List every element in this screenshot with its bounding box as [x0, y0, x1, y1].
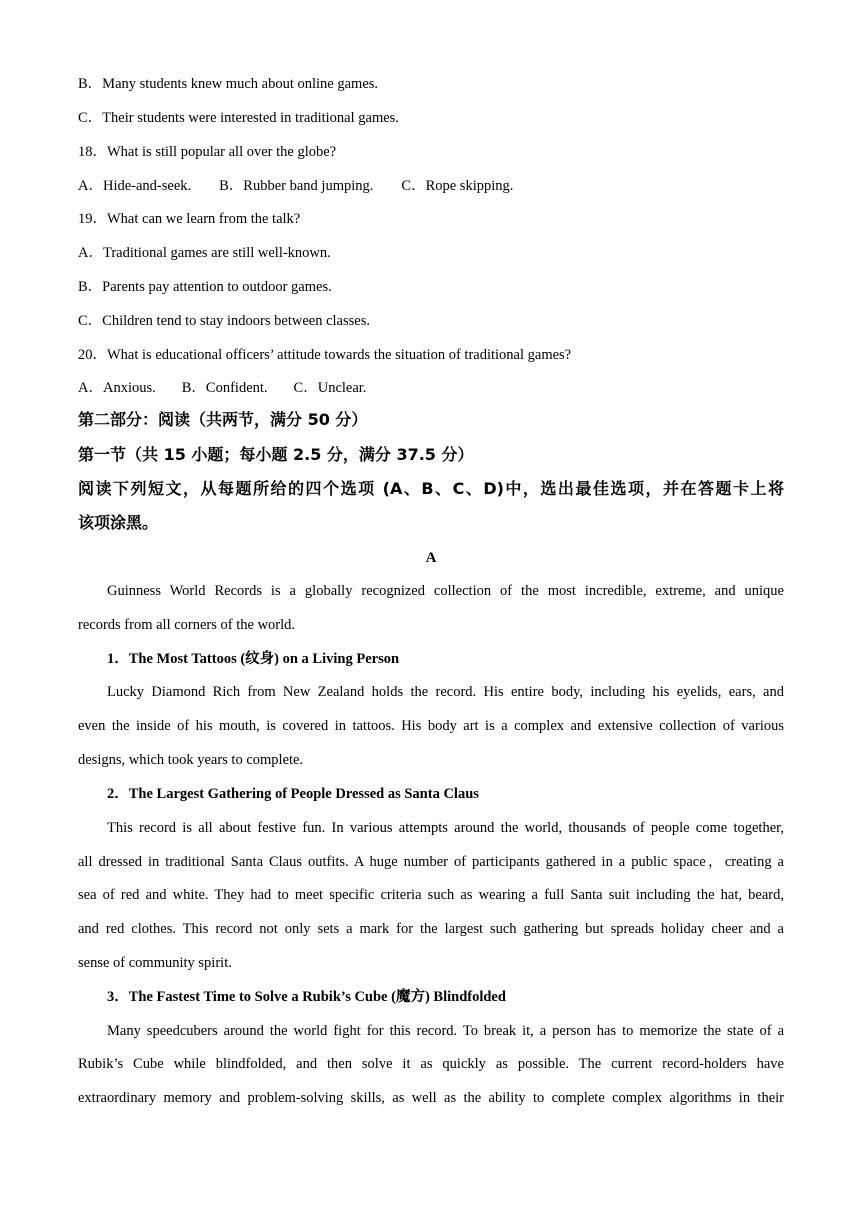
q18-option-a: A．Hide-and-seek. — [78, 178, 192, 194]
q18-option-c: C．Rope skipping. — [401, 178, 514, 194]
record-3-line-2: Rubik’s Cube while blindfolded, and then solve it as quickly as possible. The current record-holders have — [78, 1056, 784, 1072]
record-3-heading: 3．The Fastest Time to Solve a Rubik’s Cube (魔方) Blindfolded — [107, 989, 506, 1005]
instruction-line-2: 该项涂黑。 — [78, 513, 159, 532]
q20-options — [78, 378, 784, 398]
q17-option-b: B．Many students knew much about online games. — [78, 76, 379, 92]
record-2-line-3: sea of red and white. They had to meet specific criteria such as wearing a full Santa suit including the hat, beard, — [78, 887, 784, 903]
record-3-line-3: extraordinary memory and problem-solving skills, as well as the ability to complete complex algorithms in their — [78, 1090, 784, 1106]
record-1-line-1: Lucky Diamond Rich from New Zealand holds the record. His entire body, including his eyelids, ears, and — [107, 684, 784, 700]
instruction-line-1: 阅读下列短文，从每题所给的四个选项 (A、B、C、D)中，选出最佳选项，并在答题卡上将 — [78, 479, 784, 498]
q20-option-b: B．Confident. — [181, 380, 268, 396]
q18-stem: 18．What is still popular all over the globe? — [78, 144, 337, 160]
q19-option-a: A．Traditional games are still well-known. — [78, 245, 331, 261]
passage-intro-line-2: records from all corners of the world. — [78, 617, 296, 633]
q19-option-c: C．Children tend to stay indoors between classes. — [78, 313, 370, 329]
q20-stem: 20．What is educational officers’ attitude towards the situation of traditional games? — [78, 347, 572, 363]
record-2-line-5: sense of community spirit. — [78, 955, 232, 971]
record-2-line-1: This record is all about festive fun. In various attempts around the world, thousands of people come together, — [107, 820, 784, 836]
q19-option-b: B．Parents pay attention to outdoor games. — [78, 279, 332, 295]
q19-stem: 19．What can we learn from the talk? — [78, 211, 301, 227]
record-1-line-3: designs, which took years to complete. — [78, 752, 304, 768]
q20-option-a: A．Anxious. — [78, 380, 156, 396]
q20-option-c: C．Unclear. — [293, 380, 367, 396]
part-title: 第二部分：阅读（共两节，满分 50 分） — [78, 410, 368, 429]
record-2-heading: 2．The Largest Gathering of People Dressed as Santa Claus — [107, 786, 479, 802]
q18-option-b: B．Rubber band jumping. — [219, 178, 374, 194]
subsection-title: 第一节（共 15 小题；每小题 2.5 分，满分 37.5 分） — [78, 445, 474, 464]
record-3-line-1: Many speedcubers around the world fight for this record. To break it, a person has to memorize the state of a — [107, 1023, 784, 1039]
q18-options — [78, 176, 784, 196]
record-2-line-4: and red clothes. This record not only sets a mark for the largest such gathering but spreads holiday cheer and a — [78, 921, 784, 937]
record-2-line-2: all dressed in traditional Santa Claus outfits. A huge number of participants gathered in a public space，creating a — [78, 854, 784, 870]
record-1-line-2: even the inside of his mouth, is covered in tattoos. His body art is a complex and extensive collection of various — [78, 718, 784, 734]
q17-option-c: C．Their students were interested in traditional games. — [78, 110, 399, 126]
passage-intro-line-1: Guinness World Records is a globally recognized collection of the most incredible, extreme, and unique — [107, 583, 784, 599]
record-1-heading: 1．The Most Tattoos (纹身) on a Living Person — [107, 651, 400, 667]
passage-label: A — [425, 550, 437, 566]
